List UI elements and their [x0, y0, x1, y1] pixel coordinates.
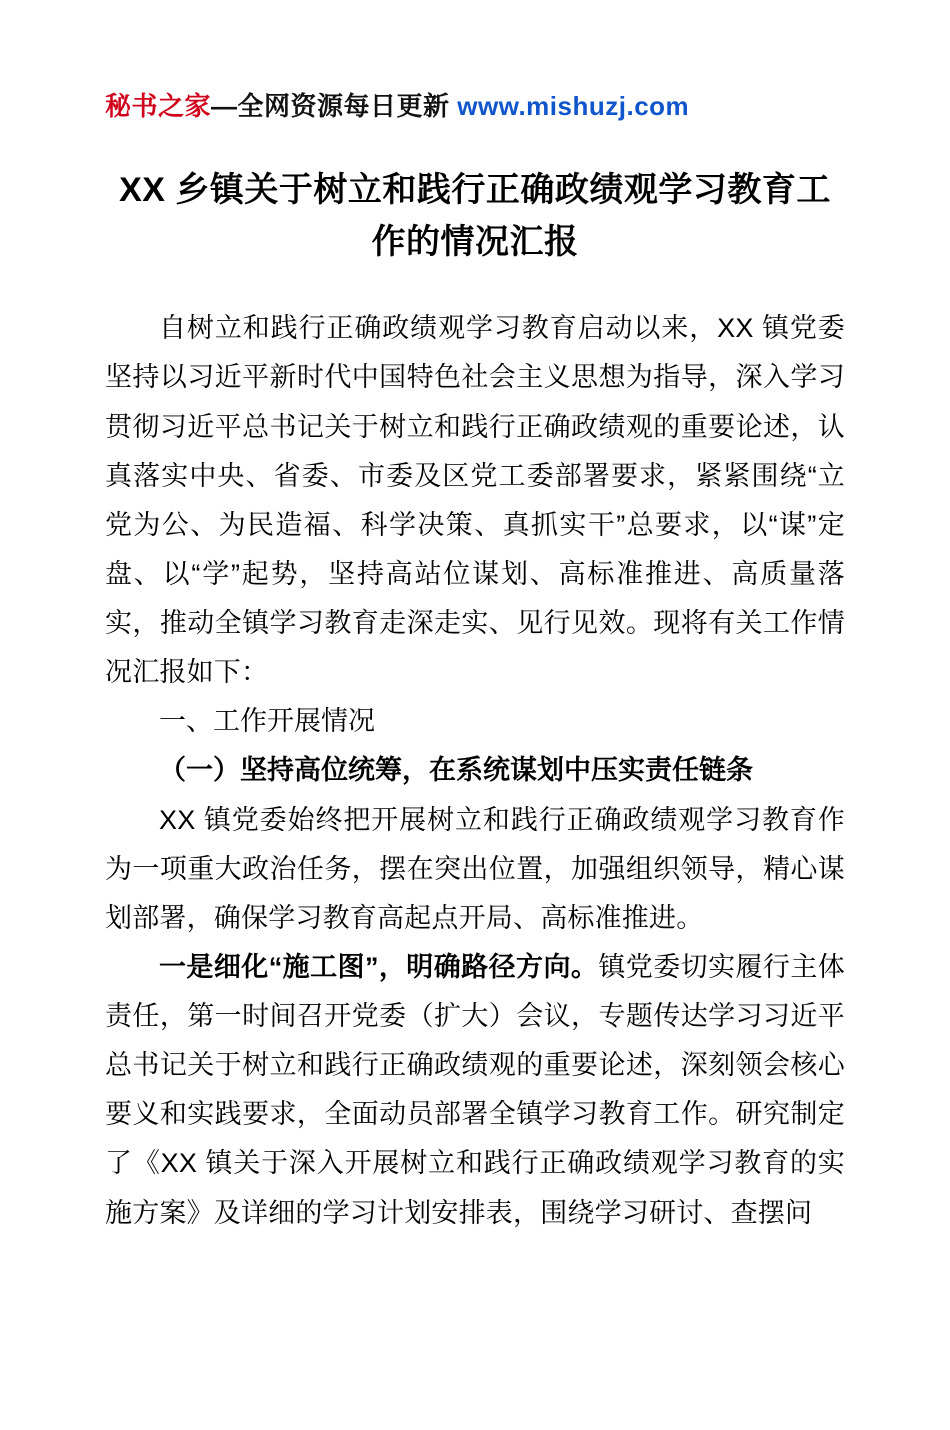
site-url-link[interactable]: www.mishuzj.com — [457, 91, 690, 121]
subsection-heading-1: （一）坚持高位统筹，在系统谋划中压实责任链条 — [159, 755, 753, 786]
paragraph-intro: 自树立和践行正确政绩观学习教育启动以来，XX 镇党委坚持以习近平新时代中国特色社会主义思想为指导，深入学习贯彻习近平总书记关于树立和践行正确政绩观的重要论述，认真落实中央、省委、市委及区党工委部署要求，紧紧围绕“立党为公、为民造福、科学决策、真抓实干”总要求，以“谋”定盘、以“学”起势，坚持高站位谋划、高标准推进、高质量落实，推动全镇学习教育走深走实、见行见效。现将有关工作情况汇报如下： — [105, 313, 845, 688]
document-body — [105, 304, 845, 1237]
site-watermark-banner — [105, 86, 845, 123]
section-heading-1: 一、工作开展情况 — [159, 706, 375, 737]
paragraph-lead-label: 一是细化“施工图”，明确路径方向。 — [159, 951, 599, 982]
document-page — [0, 86, 950, 1430]
paragraph-lead-text: 镇党委切实履行主体责任，第一时间召开党委（扩大）会议，专题传达学习习近平总书记关于树立和践行正确政绩观的重要论述，深刻领会核心要义和实践要求，全面动员部署全镇学习教育工作。研究制定了《XX 镇关于深入开展树立和践行正确政绩观学习教育的实施方案》及详细的学习计划安排表，围绕学习研讨、查摆问 — [105, 951, 845, 1228]
page-title: XX 乡镇关于树立和践行正确政绩观学习教育工作的情况汇报 — [119, 171, 831, 261]
site-brand-name: 秘书之家 — [105, 91, 212, 121]
paragraph-body-1: XX 镇党委始终把开展树立和践行正确政绩观学习教育作为一项重大政治任务，摆在突出位置，加强组织领导，精心谋划部署，确保学习教育高起点开局、高标准推进。 — [105, 804, 845, 933]
paragraph-body-2 — [105, 943, 845, 1238]
site-tagline: —全网资源每日更新 — [211, 91, 458, 121]
